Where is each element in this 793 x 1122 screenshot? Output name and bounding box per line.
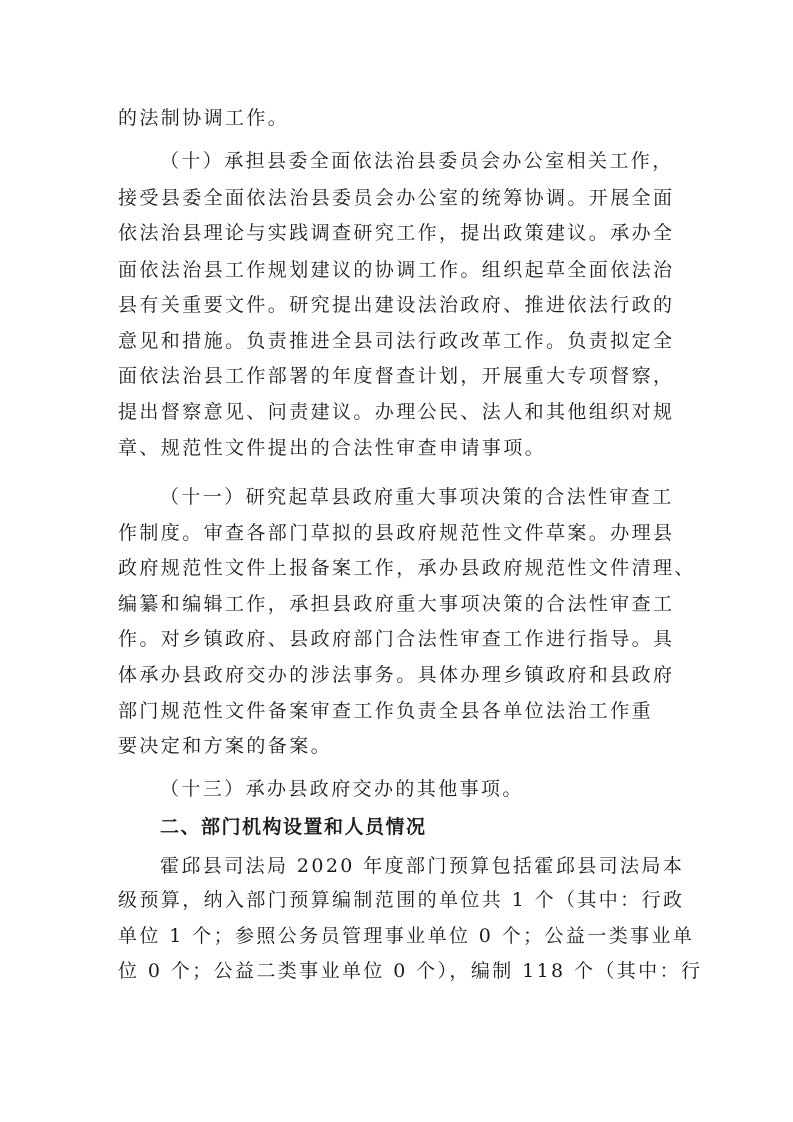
text-line-15: 作。对乡镇政府、县政府部门合法性审查工作进行指导。具 — [118, 628, 675, 650]
paragraph-13: （十三）承办县政府交办的其他事项。 — [160, 778, 524, 800]
budget-paragraph-start: 霍邱县司法局 2020 年度部门预算包括霍邱县司法局本 — [160, 855, 685, 877]
text-line-4: 依法治县理论与实践调查研究工作，提出政策建议。承办全 — [118, 222, 675, 244]
text-line-22: 级预算，纳入部门预算编制范围的单位共 1 个（其中：行政 — [118, 889, 685, 911]
text-line-5: 面依法治县工作规划建议的协调工作。组织起草全面依法治 — [118, 259, 675, 281]
text-line-9: 提出督察意见、问责建议。办理公民、法人和其他组织对规 — [118, 401, 675, 423]
paragraph-11-start: （十一）研究起草县政府重大事项决策的合法性审查工 — [160, 486, 674, 508]
text-line-16: 体承办县政府交办的涉法事务。具体办理乡镇政府和县政府 — [118, 664, 675, 686]
text-line-12: 作制度。审查各部门草拟的县政府规范性文件草案。办理县 — [118, 522, 675, 544]
text-line-23: 单位 1 个；参照公务员管理事业单位 0 个；公益一类事业单 — [118, 925, 695, 947]
text-line-17: 部门规范性文件备案审查工作负责全县各单位法治工作重 — [118, 700, 654, 722]
text-line-3: 接受县委全面依法治县委员会办公室的统筹协调。开展全面 — [118, 187, 675, 209]
text-line-7: 意见和措施。负责推进全县司法行政改革工作。负责拟定全 — [118, 330, 675, 352]
text-line-8: 面依法治县工作部署的年度督查计划，开展重大专项督察， — [118, 365, 675, 387]
text-line-1: 的法制协调工作。 — [118, 107, 290, 129]
section-heading: 二、部门机构设置和人员情况 — [160, 816, 427, 838]
text-line-10: 章、规范性文件提出的合法性审查申请事项。 — [118, 437, 547, 459]
text-line-24: 位 0 个；公益二类事业单位 0 个），编制 118 个（其中：行 — [118, 960, 703, 982]
text-line-13: 政府规范性文件上报备案工作，承办县政府规范性文件清理、 — [118, 557, 696, 579]
text-line-18: 要决定和方案的备案。 — [118, 735, 333, 757]
text-line-6: 县有关重要文件。研究提出建设法治政府、推进依法行政的 — [118, 294, 675, 316]
text-line-14: 编纂和编辑工作，承担县政府重大事项决策的合法性审查工 — [118, 593, 675, 615]
paragraph-10-start: （十）承担县委全面依法治县委员会办公室相关工作， — [160, 150, 674, 172]
